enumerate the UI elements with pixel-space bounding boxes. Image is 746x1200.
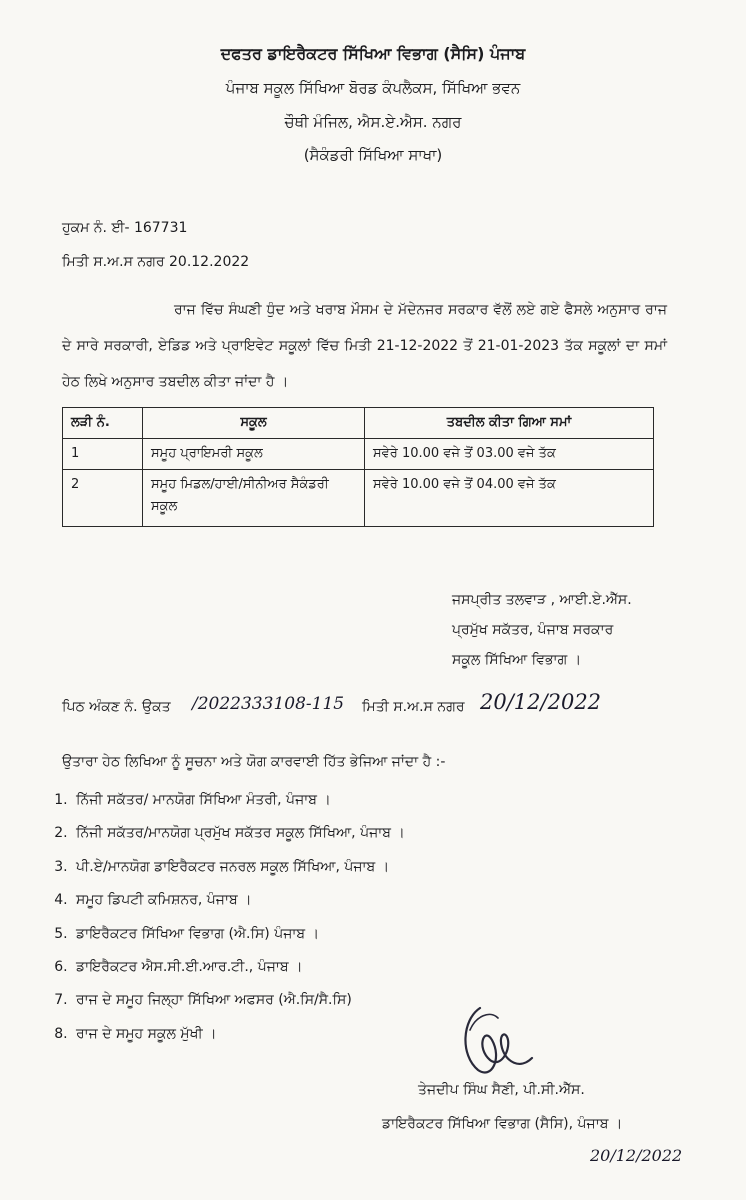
distribution-intro: ਉਤਾਰਾ ਹੇਠ ਲਿਖਿਆ ਨੂੰ ਸੂਚਨਾ ਅਤੇ ਯੋਗ ਕਾਰਵਾਈ ਹਿੱਤ ਭੇਜਿਆ ਜਾਂਦਾ ਹੈ :- xyxy=(62,754,446,770)
cell-time: ਸਵੇਰੇ 10.00 ਵਜੇ ਤੋਂ 03.00 ਵਜੇ ਤੱਕ xyxy=(365,439,654,470)
signature-scribble xyxy=(440,1000,550,1090)
column-header-serial: ਲੜੀ ਨੰ. xyxy=(63,408,143,439)
signatory1-name: ਜਸਪ੍ਰੀਤ ਤਲਵਾੜ , ਆਈ.ਏ.ਐੱਸ. xyxy=(452,592,632,608)
table-header-row xyxy=(63,408,654,439)
column-header-time: ਤਬਦੀਲ ਕੀਤਾ ਗਿਆ ਸਮਾਂ xyxy=(365,408,654,439)
list-item: 8. ਰਾਜ ਦੇ ਸਮੂਹ ਸਕੂਲ ਮੁੱਖੀ । xyxy=(72,1018,405,1051)
signatory1-designation: ਪ੍ਰਮੁੱਖ ਸਕੱਤਰ, ਪੰਜਾਬ ਸਰਕਾਰ xyxy=(452,622,614,638)
order-number: ਹੁਕਮ ਨੰ. ਈ- 167731 xyxy=(62,220,188,236)
order-paragraph-text: ਰਾਜ ਵਿੱਚ ਸੰਘਣੀ ਧੁੰਦ ਅਤੇ ਖਰਾਬ ਮੌਸਮ ਦੇ ਮੱਦੇਨਜਰ ਸਰਕਾਰ ਵੱਲੋਂ ਲਏ ਗਏ ਫੈਸਲੇ ਅਨੁਸਾਰ ਰਾਜ ਦੇ ਸਾਰੇ ਸਰਕਾਰੀ, ਏਡਿਡ ਅਤੇ ਪ੍ਰਾਇਵੇਟ ਸਕੂਲਾਂ ਵਿੱਚ ਮਿਤੀ 21-12-2022 ਤੋਂ 21-01-2023 ਤੱਕ ਸਕੂਲਾਂ ਦਾ ਸਮਾਂ ਹੇਠ ਲਿਖੇ ਅਨੁਸਾਰ ਤਬਦੀਲ ਕੀਤਾ ਜਾਂਦਾ ਹੈ । xyxy=(62,302,667,390)
endorsement-date: 20/12/2022 xyxy=(480,690,602,714)
order-date: ਮਿਤੀ ਸ.ਅ.ਸ ਨਗਰ 20.12.2022 xyxy=(62,254,250,270)
list-item: 6. ਡਾਇਰੈਕਟਰ ਐਸ.ਸੀ.ਈ.ਆਰ.ਟੀ., ਪੰਜਾਬ । xyxy=(72,951,405,984)
signatory2-name: ਤੇਜਦੀਪ ਸਿੰਘ ਸੈਣੀ, ਪੀ.ਸੀ.ਐੱਸ. xyxy=(418,1082,585,1098)
list-item: 1. ਨਿੱਜੀ ਸਕੱਤਰ/ ਮਾਨਯੋਗ ਸਿੱਖਿਆ ਮੰਤਰੀ, ਪੰਜਾਬ । xyxy=(72,784,405,817)
list-item: 4. ਸਮੂਹ ਡਿਪਟੀ ਕਮਿਸ਼ਨਰ, ਪੰਜਾਬ । xyxy=(72,884,405,917)
endorsement-prefix: ਪਿਠ ਅੰਕਣ ਨੰ. ਉਕਤ xyxy=(62,699,171,715)
cell-school: ਸਮੂਹ ਪ੍ਰਾਇਮਰੀ ਸਕੂਲ xyxy=(143,439,365,470)
cell-serial: 2 xyxy=(63,470,143,527)
list-item: 5. ਡਾਇਰੈਕਟਰ ਸਿੱਖਿਆ ਵਿਭਾਗ (ਐ.ਸਿ) ਪੰਜਾਬ । xyxy=(72,918,405,951)
signatory1-department: ਸਕੂਲ ਸਿੱਖਿਆ ਵਿਭਾਗ । xyxy=(452,652,582,668)
office-address-line1: ਪੰਜਾਬ ਸਕੂਲ ਸਿੱਖਿਆ ਬੋਰਡ ਕੰਪਲੈਕਸ, ਸਿੱਖਿਆ ਭਵਨ xyxy=(225,79,521,97)
endorsement-number: /2022333108-115 xyxy=(192,694,345,714)
cell-school: ਸਮੂਹ ਮਿਡਲ/ਹਾਈ/ਸੀਨੀਅਰ ਸੈਕੰਡਰੀ ਸਕੂਲ xyxy=(143,470,365,527)
table-row xyxy=(63,470,654,527)
endorsement-date-prefix: ਮਿਤੀ ਸ.ਅ.ਸ ਨਗਰ xyxy=(362,699,465,715)
order-paragraph xyxy=(62,292,667,400)
cell-time: ਸਵੇਰੇ 10.00 ਵਜੇ ਤੋਂ 04.00 ਵਜੇ ਤੱਕ xyxy=(365,470,654,527)
office-branch: (ਸੈਕੰਡਰੀ ਸਿੱਖਿਆ ਸਾਖਾ) xyxy=(303,146,443,164)
table-row xyxy=(63,439,654,470)
office-address-line2: ਚੌਥੀ ਮੰਜਿਲ, ਐਸ.ਏ.ਐਸ. ਨਗਰ xyxy=(284,113,462,131)
list-item: 2. ਨਿੱਜੀ ਸਕੱਤਰ/ਮਾਨਯੋਗ ਪ੍ਰਮੁੱਖ ਸਕੱਤਰ ਸਕੂਲ ਸਿੱਖਿਆ, ਪੰਜਾਬ । xyxy=(72,817,405,850)
cell-serial: 1 xyxy=(63,439,143,470)
distribution-list xyxy=(38,784,405,1051)
signatory2-date: 20/12/2022 xyxy=(590,1146,683,1165)
office-title: ਦਫਤਰ ਡਾਇਰੈਕਟਰ ਸਿੱਖਿਆ ਵਿਭਾਗ (ਸੈਸਿ) ਪੰਜਾਬ xyxy=(220,44,526,63)
school-timing-table xyxy=(62,407,654,527)
list-item: 3. ਪੀ.ਏ/ਮਾਨਯੋਗ ਡਾਇਰੈਕਟਰ ਜਨਰਲ ਸਕੂਲ ਸਿੱਖਿਆ, ਪੰਜਾਬ । xyxy=(72,851,405,884)
list-item: 7. ਰਾਜ ਦੇ ਸਮੂਹ ਜਿਲ੍ਹਾ ਸਿੱਖਿਆ ਅਫਸਰ (ਐ.ਸਿ/ਸੈ.ਸਿ) xyxy=(72,984,405,1017)
signatory1-block xyxy=(452,585,632,675)
column-header-school: ਸਕੂਲ xyxy=(143,408,365,439)
signatory2-designation: ਡਾਇਰੈਕਟਰ ਸਿੱਖਿਆ ਵਿਭਾਗ (ਸੈਸਿ), ਪੰਜਾਬ । xyxy=(382,1116,623,1132)
